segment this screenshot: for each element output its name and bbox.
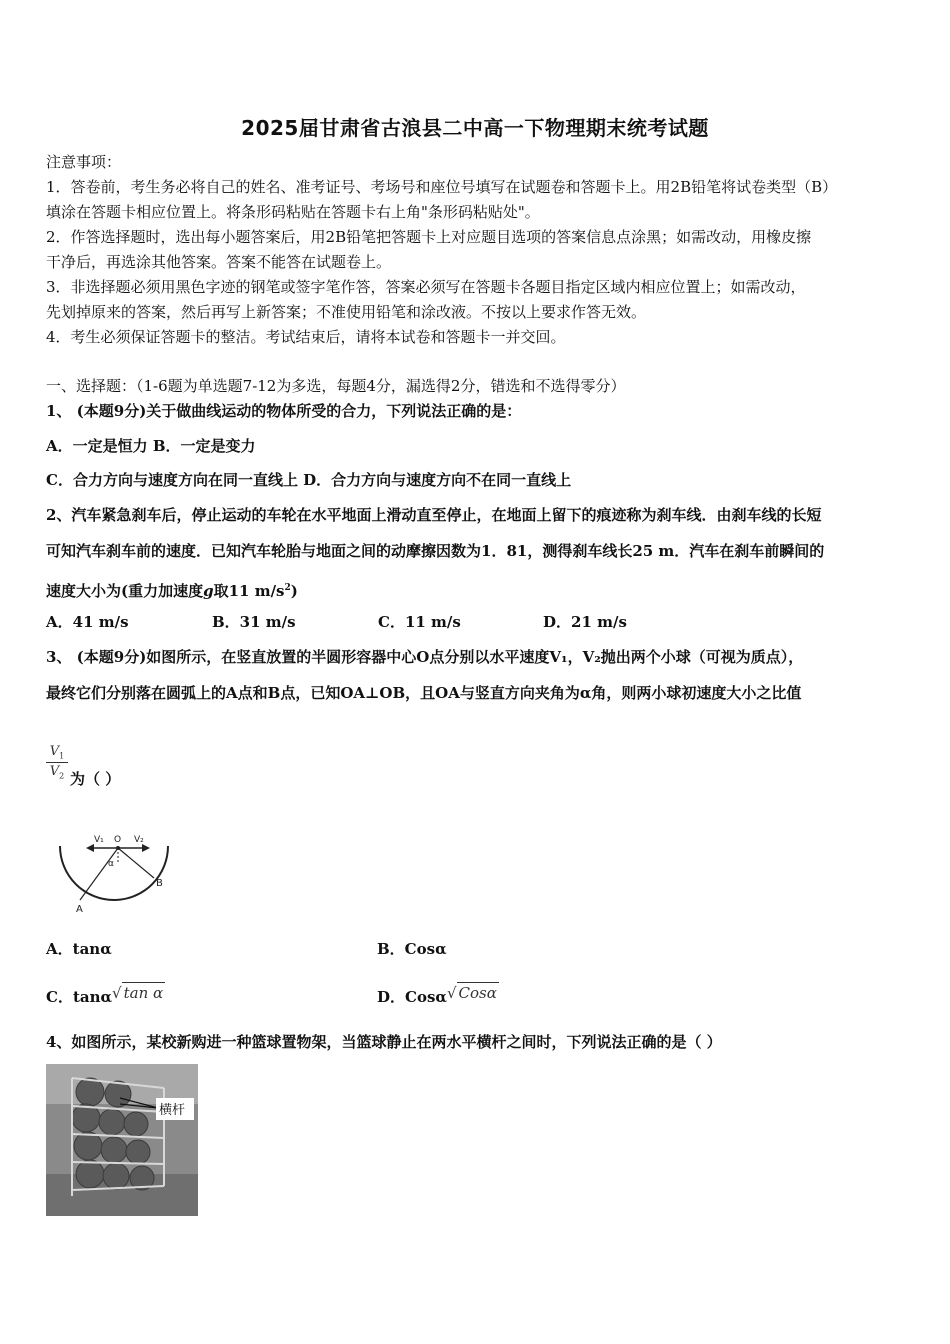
notice-line: 1．答卷前，考生务必将自己的姓名、准考证号、考场号和座位号填写在试题卷和答题卡上。用2B铅笔将试卷类型（B） [46,178,838,196]
label-a: A [76,904,83,915]
line-ob [118,848,154,878]
question-3-option-d [377,982,499,1007]
velocity-ratio-fraction [46,744,68,780]
v1-arrow-icon [86,844,94,852]
label-o: O [114,835,122,845]
question-2-line [46,578,298,601]
label-alpha: α [108,859,114,869]
q2-text: ) [290,582,298,600]
radicand: tan α [123,984,164,1002]
notice-line: 干净后，再选涂其他答案。答案不能答在试题卷上。 [46,253,392,271]
q2-text: 速度大小为(重力加速度 [46,582,204,600]
notice-line: 2．作答选择题时，选出每小题答案后，用2B铅笔把答题卡上对应题目选项的答案信息点涂黑；如需改动，用橡皮擦 [46,228,812,246]
label-b: B [156,878,163,889]
fraction-subscript: 2 [59,771,65,781]
notice-heading: 注意事项： [46,153,122,171]
option-text: D．Cosα [377,988,447,1006]
question-2-option-b: B．31 m/s [212,613,296,631]
page-title: 2025届甘肃省古浪县二中高一下物理期末统考试题 [241,116,709,140]
sqrt-expression: √ tan α [112,984,164,1002]
question-3-ratio-tail: 为（ ） [70,770,121,788]
crossbar-label: 横杆 [159,1103,186,1118]
question-2-line: 可知汽车刹车前的速度．已知汽车轮胎与地面之间的动摩擦因数为1．81，测得刹车线长25 m．汽车在刹车前瞬间的 [46,542,825,560]
question-4-stem: 4、如图所示，某校新购进一种篮球置物架，当篮球静止在两水平横杆之间时，下列说法正确的是（ ） [46,1033,722,1051]
label-v2: V₂ [134,835,144,845]
notice-line: 填涂在答题卡相应位置上。将条形码粘贴在答题卡右上角"条形码粘贴处"。 [46,203,540,221]
question-2-option-c: C．11 m/s [378,613,461,631]
v2-arrow-icon [142,844,150,852]
question-3-line: 最终它们分别落在圆弧上的A点和B点，已知OA⊥OB，且OA与竖直方向夹角为α角，则两小球初速度大小之比值 [46,684,802,702]
fraction-symbol: V [49,763,60,779]
question-3-option-a: A．tanα [46,940,112,958]
question-3-line: 3、 (本题9分)如图所示，在竖直放置的半圆形容器中心O点分别以水平速度V₁，V₂抛出两个小球（可视为质点）， [46,648,804,666]
line-oa [80,848,118,900]
section-heading: 一、选择题：（1-6题为单选题7-12为多选，每题4分，漏选得2分，错选和不选得零分） [46,377,626,395]
fraction-denominator [46,763,68,781]
fraction-symbol: V [49,744,60,759]
basketball-rack-photo [46,1064,198,1216]
option-text: C．tanα [46,988,113,1006]
question-2-line: 2、汽车紧急刹车后，停止运动的车轮在水平地面上滑动直至停止，在地面上留下的痕迹称为刹车线．由刹车线的长短 [46,506,822,524]
notice-line: 4．考生必须保证答题卡的整洁。考试结束后，请将本试卷和答题卡一并交回。 [46,328,566,346]
question-2-option-a: A．41 m/s [46,613,129,631]
fraction-numerator [46,744,68,763]
question-1-options-cd: C．合力方向与速度方向在同一直线上 D．合力方向与速度方向不在同一直线上 [46,471,572,489]
sqrt-expression: √ Cosα [446,984,497,1002]
question-3-option-c [46,982,165,1007]
question-2-option-d: D．21 m/s [543,613,627,631]
fraction-subscript: 1 [59,751,65,761]
notice-line: 3．非选择题必须用黑色字迹的钢笔或签字笔作答，答案必须写在答题卡各题目指定区域内相应位置上；如需改动， [46,278,806,296]
question-1-stem: 1、 (本题9分)关于做曲线运动的物体所受的合力，下列说法正确的是： [46,402,522,420]
question-1-options-ab: A．一定是恒力 B．一定是变力 [46,437,256,455]
q2-text: 取11 m/s [213,582,285,600]
q2-g-symbol: g [203,582,214,600]
question-3-option-b: B．Cosα [377,940,447,958]
label-v1: V₁ [94,835,104,845]
semicircle-container-diagram [52,828,176,916]
radicand: Cosα [458,984,497,1002]
notice-line: 先划掉原来的答案，然后再写上新答案；不准使用铅笔和涂改液。不按以上要求作答无效。 [46,303,647,321]
q2-superscript: 2 [284,583,291,593]
